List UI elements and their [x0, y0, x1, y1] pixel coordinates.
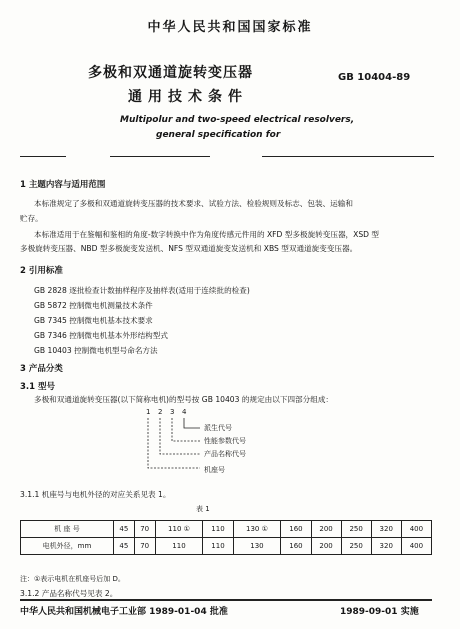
national-standard-header: 中华人民共和国国家标准: [147, 20, 313, 35]
table-cell: 110 ①: [155, 521, 203, 538]
table-cell: 130: [233, 538, 281, 555]
reference-item: GB 5872 控制微电机测量技术条件: [34, 301, 153, 310]
table-1: [20, 520, 432, 555]
table-cell: 250: [341, 538, 371, 555]
table-cell: 70: [134, 521, 155, 538]
title-en-line2: general specification for: [156, 130, 281, 140]
section-3-1-1: 3.1.1 机座号与电机外径的对应关系见表 1。: [20, 490, 171, 499]
implementation-date: 1989-09-01 实施: [340, 607, 419, 617]
table-cell: 160: [281, 521, 311, 538]
tree-number-3: 3: [170, 408, 175, 416]
section-1-para1: 本标准规定了多极和双通道旋转变压器的技术要求、试验方法、检验规则及标志、包装、运输和: [34, 199, 353, 208]
reference-item: GB 7345 控制微电机基本技术要求: [34, 316, 153, 325]
model-code-tree-lines: [140, 418, 210, 484]
table-cell: 400: [401, 538, 431, 555]
table-cell: 320: [371, 521, 401, 538]
standard-number: GB 10404-89: [338, 72, 411, 83]
section-3-1-heading: 3.1 型号: [20, 382, 56, 392]
title-rule-right: [262, 156, 434, 157]
table-cell: 45: [114, 521, 135, 538]
table-cell: 200: [311, 538, 341, 555]
tree-number-1: 1: [146, 408, 151, 416]
section-2-heading: 2 引用标准: [20, 266, 63, 276]
table-cell: 70: [134, 538, 155, 555]
table-cell: 110: [203, 538, 233, 555]
table-row: [21, 538, 432, 555]
table-cell: 45: [114, 538, 135, 555]
table-cell: 320: [371, 538, 401, 555]
tree-label-frame-no: 机座号: [204, 466, 225, 474]
tree-number-4: 4: [182, 408, 187, 416]
title-cn-line2: 通用技术条件: [128, 89, 248, 105]
table-cell: 160: [281, 538, 311, 555]
reference-item: GB 2828 逐批检查计数抽样程序及抽样表(适用于连续批的检查): [34, 286, 250, 295]
section-1-para2-end: 多极旋转变压器、NBD 型多极旋变发送机、NFS 型双通道旋变发送机和 XBS 型双通道旋变变压器。: [20, 244, 358, 253]
title-cn-line1: 多极和双通道旋转变压器: [88, 65, 253, 81]
title-rule-mid: [110, 156, 210, 157]
tree-label-product-name: 产品名称代号: [204, 450, 246, 458]
section-3-1-2: 3.1.2 产品名称代号见表 2。: [20, 589, 118, 598]
tree-number-2: 2: [158, 408, 163, 416]
table-1-caption: 表 1: [196, 505, 210, 513]
table-note: 注：①表示电机在机座号后加 D。: [20, 575, 125, 583]
title-en-line1: Multipolur and two-speed electrical resolvers,: [120, 115, 355, 125]
section-1-para2: 本标准适用于在鉴幅和鉴相的角度-数字转换中作为角度传感元件用的 XFD 型多极旋转变压器，XSD 型: [34, 230, 380, 239]
table-cell: 130 ①: [233, 521, 281, 538]
tree-label-performance: 性能参数代号: [204, 437, 246, 445]
approval-line: 中华人民共和国机械电子工业部 1989-01-04 批准: [20, 607, 228, 617]
table-cell: 400: [401, 521, 431, 538]
section-3-heading: 3 产品分类: [20, 364, 63, 374]
table-cell: 110: [155, 538, 203, 555]
table-cell: 250: [341, 521, 371, 538]
reference-item: GB 7346 控制微电机基本外形结构型式: [34, 331, 168, 340]
footer-rule: [20, 599, 432, 601]
table-cell: 200: [311, 521, 341, 538]
section-1-para1-end: 贮存。: [20, 214, 43, 223]
section-3-1-para: 多极和双通道旋转变压器(以下简称电机)的型号按 GB 10403 的规定由以下四部分组成：: [34, 395, 334, 404]
reference-item: GB 10403 控制微电机型号命名方法: [34, 346, 158, 355]
title-rule-left: [20, 156, 66, 157]
table-cell: 110: [203, 521, 233, 538]
tree-label-derivative: 派生代号: [204, 424, 232, 432]
table-row-label: 电机外径，mm: [21, 538, 114, 555]
table-row-label: 机 座 号: [21, 521, 114, 538]
table-row: [21, 521, 432, 538]
section-1-heading: 1 主题内容与适用范围: [20, 180, 106, 190]
